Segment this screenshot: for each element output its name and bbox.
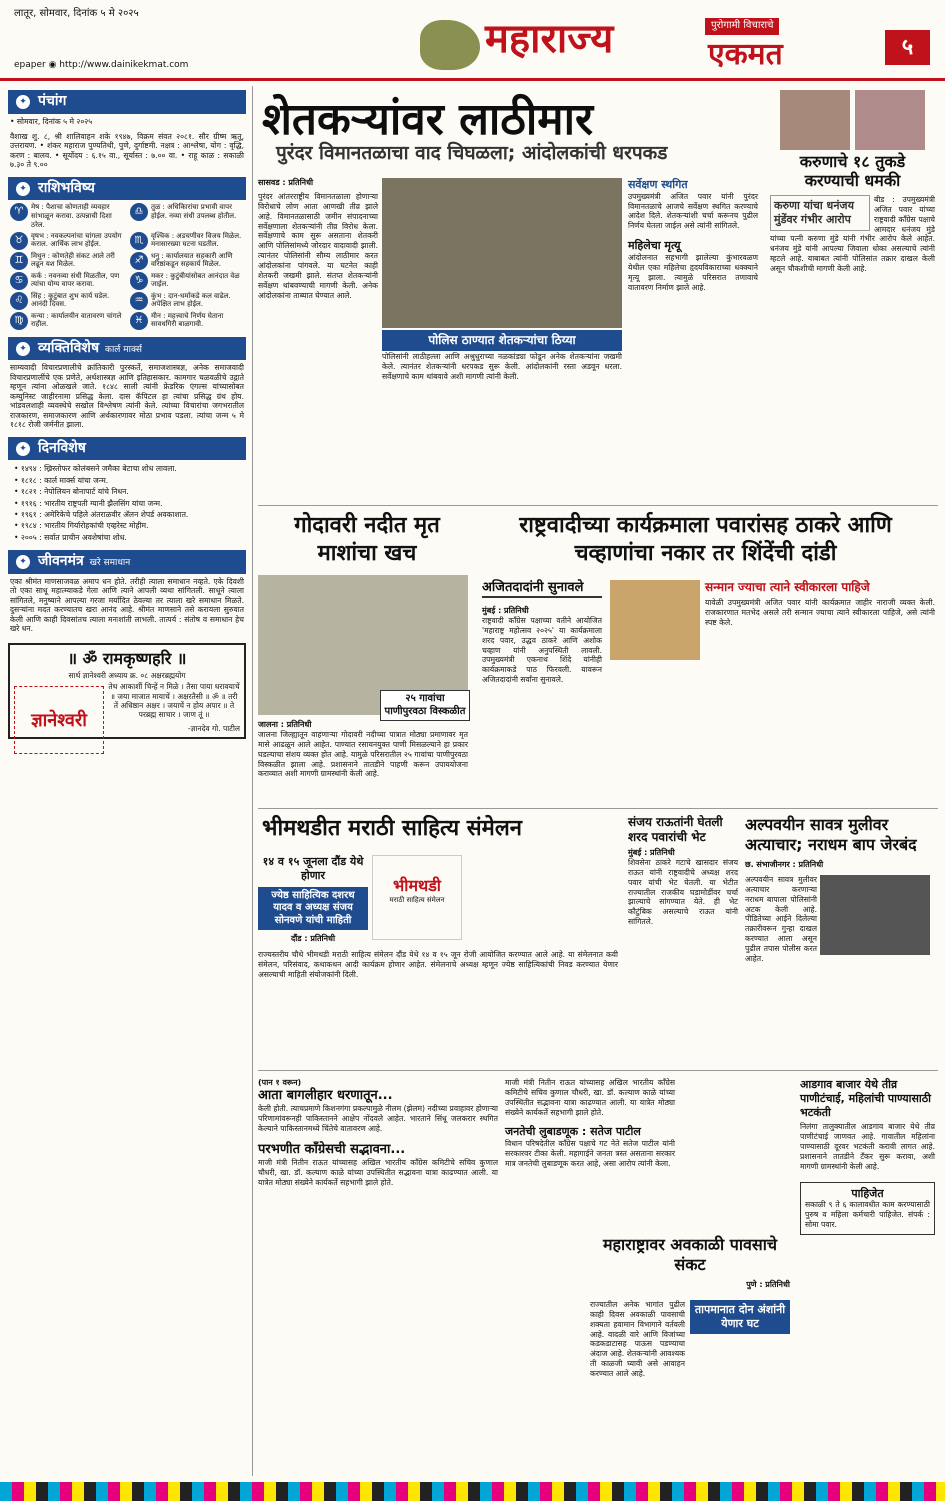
section-title: महाराज्य <box>485 15 614 62</box>
raut-headline: संजय राऊतांनी घेतली शरद पवारांची भेट <box>628 815 723 844</box>
page-number: ५ <box>885 30 930 65</box>
sanman-text: यावेळी उपमुख्यमंत्री अजित पवार यांनी कार्यक्रमात जाहीर नाराजी व्यक्त केली. राजकारणात मतभेद असले तरी सन्मान ज्याचा त्याने स्वीकारला पाहिजे, असे त्यांनी स्पष्ट केले. <box>705 598 935 627</box>
cont3-text: विधान परिषदेतील काँग्रेस पक्षाचे गट नेते सतेज पाटील यांनी सरकारवर टीका केली. महागाईने जनता त्रस्त असताना सरकार मात्र जनतेची लुबाडणूक करत आहे, असा आरोप त्यांनी केला. <box>505 1139 675 1168</box>
dinvishesh-item: • १८१८ : कार्ल मार्क्स यांचा जन्म. <box>14 475 109 485</box>
lead-subhead: पुरंदर विमानतळाचा वाद चिघळला; आंदोलकांची धरपकड <box>276 142 668 164</box>
bhimthadi-box2: ज्येष्ठ साहित्यिक दशरथ यादव व अध्यक्ष संजय सोनवणे यांची माहिती <box>258 887 368 931</box>
zodiac-icon: ♑ <box>130 272 148 290</box>
section-bullet-icon: ✦ <box>16 442 30 456</box>
rashi-item <box>130 292 244 310</box>
section-bullet-icon: ✦ <box>16 555 30 569</box>
continuation-header: (पान १ वरून) <box>258 1078 302 1087</box>
rashi-item <box>10 312 124 330</box>
zodiac-icon: ♎ <box>130 203 148 221</box>
cont1-title: आता बागलीहार धरणातून... <box>258 1088 393 1103</box>
column-divider <box>252 86 253 1476</box>
bhimthadi-logo-text: भीमथडी <box>393 876 441 895</box>
rashi-text: मेष : पैशाचा कोणताही व्यवहार सांभाळून करावा. उत्पन्नाची दिशा ठरेल. <box>31 203 112 229</box>
rashi-item <box>130 272 244 290</box>
panchang-header <box>8 90 246 114</box>
masthead-date: लातूर, सोमवार, दिनांक ५ मे २०२५ <box>14 8 139 19</box>
sanman-headline: सन्मान ज्याचा त्याने स्वीकारला पाहिजे <box>705 580 870 594</box>
left-column <box>8 86 246 1476</box>
rashi-item <box>130 312 244 330</box>
cont1-text: केली होती. त्याचप्रमाणे किशनगंगा प्रकल्पामुळे नीलम (झेलम) नदीच्या प्रवाहावर होणाऱ्या परिणामांवरूनही पाकिस्तानने आक्षेप नोंदवले आहेत. भारताने सिंधू जलकरार स्थगित केल्याने पाकिस्तानमध्ये चिंतेचे वातावरण आहे. <box>258 1104 498 1133</box>
jivan-text: एका श्रीमंत माणसाजवळ अमाप धन होते. तरीही त्याला समाधान नव्हते. एके दिवशी तो एका साधू महात्म्याकडे गेला आणि त्याने आपली व्यथा सांगितली. साधूने त्याला सांगितले, मनुष्याने आपल्या गरजा मर्यादित ठेवल्या तर त्याला खरे समाधान मिळते. दुसऱ्यांना मदत करण्यातच खरा आनंद आहे. श्रीमंत माणसाने तसे करायला सुरुवात केली आणि काही दिवसांतच त्याला मनःशांती लाभली. तात्पर्य : संतोष व समाधान हेच खरे धन. <box>10 576 244 634</box>
zodiac-icon: ♋ <box>10 272 28 290</box>
ncp-text: राष्ट्रवादी काँग्रेस पक्षाच्या वतीने आयोजित 'महाराष्ट्र महोत्सव २०२५' या कार्यक्रमाला शरद पवार, उद्धव ठाकरे आणि अशोक चव्हाण यांनी अनुपस्थिती लावली. उपमुख्यमंत्री एकनाथ शिंदे यांनीही कार्यक्रमाकडे पाठ फिरवली. यावरून अजितदादांनी सर्वांना सुनावले. <box>482 616 602 685</box>
jivan-title: जीवनमंत्र <box>38 553 84 570</box>
godavari-headline: गोदावरी नदीत मृत माशांचा खच <box>294 513 440 566</box>
woman-text: आंदोलनात सहभागी झालेल्या कुंभारवळण येथील एका महिलेचा हृदयविकाराच्या धक्क्याने मृत्यू झाला. त्यामुळे परिसरात तणावाचे वातावरण निर्माण झाले आहे. <box>628 252 758 292</box>
rashi-text: मकर : कुटुंबीयांसोबत आनंदात वेळ जाईल. <box>151 271 240 289</box>
panchang-text: वैशाख शु. ८, श्री शालिवाहन शके १९४७, विक्रम संवत २०८१. सौर ग्रीष्म ऋतू, उत्तरायण. • शंकर महाराज पुण्यतिथी, पुणे, दुर्गाष्टमी. नक्षत्र : आश्लेषा, योग : वृद्धि, करण : बालव. • सूर्योदय : ६.१५ वा., सूर्यास्त : ७.०० वा. • राहू काळ : सकाळी ७.३० ते ९.०० <box>10 131 244 170</box>
godavari-byline: जालना : प्रतिनिधी <box>258 720 312 729</box>
jivan-subtitle: खरे समाधान <box>89 558 131 569</box>
godavari-text: जालना जिल्ह्यातून वाहणाऱ्या गोदावरी नदीच्या पात्रात मोठ्या प्रमाणावर मृत मासे आढळून आले आहेत. पाण्यात रसायनयुक्त पाणी मिसळल्याने हा प्रकार घडल्याचा संशय व्यक्त होत आहे. यामुळे परिसरातील २५ गावांचा पाणीपुरवठा विस्कळीत झाला आहे. प्रशासनाने तातडीने पाहणी करून उपाययोजना कराव्यात अशी मागणी ग्रामस्थांनी केली आहे. <box>258 730 468 779</box>
bhimthadi-logo <box>372 855 462 940</box>
cont2-text: माजी मंत्री नितीन राऊत यांच्यासह अखिल भारतीय काँग्रेस कमिटीचे सचिव कुणाल चौधरी, खा. डॉ. कल्याण काळे यांच्या उपस्थितीत सद्भावना यात्रा काढण्यात आली. या यात्रेत मोठ्या संख्येने कार्यकर्ते सहभागी झाले होते. <box>258 1158 498 1187</box>
threat-text: बीड : उपमुख्यमंत्री अजित पवार यांच्या राष्ट्रवादी काँग्रेस पक्षाचे आमदार धनंजय मुंडे यांच्या पत्नी करुणा मुंडे यांनी गंभीर आरोप केले आहेत. धनंजय मुंडे यांनी आपल्या जिवाला धोका असल्याचे त्यांनी म्हटले आहे. याबाबत त्यांनी पोलिसांत तक्रार दाखल केली असून चौकशीची मागणी केली आहे. <box>770 195 935 274</box>
newspaper-logo: एकमत <box>708 37 783 72</box>
panchang-day: • सोमवार, दिनांक ५ मे २०२५ <box>10 116 93 126</box>
rashi-text: धनु : कार्यालयात सहकारी आणि वरिष्ठांकडून सहकार्य मिळेल. <box>151 251 233 269</box>
rain-byline: पुणे : प्रतिनिधी <box>746 1280 790 1289</box>
survey-text: उपमुख्यमंत्री अजित पवार यांनी पुरंदर विमानतळाचे आजचे सर्वेक्षण स्थगित करण्याचे आदेश दिले. शेतकऱ्यांशी चर्चा करूनच पुढील निर्णय घेतला जाईल असे त्यांनी सांगितले. <box>628 191 758 231</box>
zodiac-icon: ♐ <box>130 252 148 270</box>
rashi-item <box>10 292 124 310</box>
rain-text: राज्यातील अनेक भागांत पुढील काही दिवस अवकाळी पावसाची शक्यता हवामान विभागाने वर्तवली आहे. वादळी वारे आणि विजांच्या कडकडाटासह पाऊस पडण्याचा अंदाज आहे. शेतकऱ्यांनी आवश्यक ती काळजी घ्यावी असे आवाहन करण्यात आले आहे. <box>590 1300 685 1379</box>
zodiac-icon: ♍ <box>10 312 28 330</box>
rashi-text: मिथुन : कोणतेही संकट आले तरी लढून यश मिळेल. <box>31 251 115 269</box>
rain-headline: महाराष्ट्रावर अवकाळी पावसाचे संकट <box>602 1235 778 1274</box>
minor-headline: अल्पवयीन सावत्र मुलीवर अत्याचार; नराधम बाप जेरबंद <box>745 815 917 854</box>
lead-text: पुरंदर आंतरराष्ट्रीय विमानतळाला होणाऱ्या विरोधाचे लोण आता आणखी तीव्र झाले आहे. विमानतळासाठी जमीन संपादनाच्या सर्वेक्षणाला शेतकऱ्यांनी तीव्र विरोध केला. सर्वेक्षणाचे काम सुरू असताना शेतकरी आणि पोलिसांमध्ये जोरदार वादावादी झाली. त्यानंतर पोलिसांनी सौम्य लाठीमार करत आंदोलकांना पांगवले. या घटनेत काही शेतकरी जखमी झाले. संतप्त शेतकऱ्यांनी सर्वेक्षण थांबवण्याची मागणी केली. अनेक आंदोलकांना ताब्यात घेण्यात आले. <box>258 192 378 300</box>
dinvishesh-item: • १४९४ : ख्रिस्तोफर कोलंबसने जमैका बेटाचा शोध लावला. <box>14 464 177 474</box>
maharashtra-map-icon <box>420 20 480 70</box>
ramkrishnahari-box <box>8 643 246 739</box>
farmers-protest-photo <box>382 178 622 328</box>
karuna-munde-photo <box>855 90 925 150</box>
cont3-title: जनतेची लुबाडणूक : सतेज पाटील <box>505 1125 641 1139</box>
epaper-link[interactable]: epaper ◉ http://www.dainikekmat.com <box>14 60 189 70</box>
rashi-text: कुंभ : दान-धर्माकडे कल वाढेल. अपेक्षित लाभ होईल. <box>151 291 231 309</box>
rain-box: तापमानात दोन अंशांनी येणार घट <box>690 1300 790 1334</box>
rashi-header <box>8 177 246 201</box>
rashi-title: राशिभविष्य <box>38 179 95 196</box>
vyakti-title: व्यक्तिविशेष <box>38 339 100 356</box>
threat-headline: करुणाचे १८ तुकडे करण्याची धमकी <box>799 152 906 191</box>
rashi-item <box>10 203 124 229</box>
dinvishesh-item: • १९८४ : भारतीय गिर्यारोहकांची एव्हरेस्ट मोहीम. <box>14 521 149 531</box>
zodiac-icon: ♓ <box>130 312 148 330</box>
bhimthadi-box1: १४ व १५ जूनला दौंड येथे होणार <box>262 855 364 882</box>
vyakti-text: साम्यवादी विचारप्रणालीचे क्रांतिकारी पुरस्कर्ते, समाजशास्त्रज्ञ, अनेक समाजवादी विचारप्रणालींचे एक प्रणेते, अर्थशास्त्रज्ञ आणि इतिहासकार. कामगार चळवळीचे उद्गाते म्हणून त्यांना ओळखले जाते. १८४८ साली त्यांनी फ्रेडरिक एंगल्स यांच्यासोबत कम्युनिस्ट जाहीरनामा प्रसिद्ध केला. दास कॅपिटल हा त्यांचा प्रसिद्ध ग्रंथ होय. भांडवलशाही व्यवस्थेचे सखोल विश्लेषण त्यांनी केले. त्यांच्या विचारांचा जगभरातील राजकारण, समाजकारण आणि अर्थकारणावर मोठा प्रभाव पडला. त्यांचा जन्म ५ मे १८१८ रोजी जर्मनीत झाला. <box>10 363 244 430</box>
adgaon-headline: आडगाव बाजार येथे तीव्र पाणीटंचाई, महिलांची पाण्यासाठी भटकंती <box>800 1078 932 1119</box>
rashi-item <box>130 203 244 229</box>
dinvishesh-item: • १९६१ : अमेरिकेचे पहिले अंतराळवीर अ‍ॅलन शेपर्ड अवकाशात. <box>14 510 189 519</box>
dinvishesh-header <box>8 437 246 461</box>
woman-title: महिलेचा मृत्यू <box>628 239 681 253</box>
survey-title: सर्वेक्षण स्थगित <box>628 178 688 191</box>
jivan-header <box>8 550 246 574</box>
threat-box: करुणा यांचा धनंजय मुंडेंवर गंभीर आरोप <box>770 195 870 231</box>
notice-box <box>800 1182 935 1235</box>
minor-byline: छ. संभाजीनगर : प्रतिनिधी <box>745 860 824 869</box>
notice-text: सकाळी ९ ते ६ कालावधीत काम करण्यासाठी पुरुष व महिला कर्मचारी पाहिजेत. संपर्क : सोमा पवार. <box>805 1200 930 1230</box>
rashi-item <box>10 272 124 290</box>
godavari-box: २५ गावांचा पाणीपुरवठा विस्कळीत <box>380 690 470 721</box>
dinvishesh-item: • १९१६ : भारतीय राष्ट्रपती ग्यानी झैलसिंग यांचा जन्म. <box>14 498 163 508</box>
rashi-text: वृश्चिक : अडचणीवर विजय मिळेल. मनासारख्या घटना घडतील. <box>151 231 242 249</box>
dnyaneshwari-logo: ज्ञानेश्वरी <box>14 686 104 754</box>
accused-photo <box>820 875 930 955</box>
section-rule <box>258 505 938 506</box>
cont3-lead: माजी मंत्री नितीन राऊत यांच्यासह अखिल भारतीय काँग्रेस कमिटीचे सचिव कुणाल चौधरी, खा. डॉ. कल्याण काळे यांच्या उपस्थितीत सद्भावना यात्रा काढण्यात आली. या यात्रेत मोठ्या संख्येने कार्यकर्ते सहभागी झाले होते. <box>505 1078 675 1117</box>
raut-text: शिवसेना ठाकरे गटाचे खासदार संजय राऊत यांनी राष्ट्रवादीचे अध्यक्ष शरद पवार यांची भेट घेतली. या भेटीत राज्यातील राजकीय घडामोडींवर चर्चा झाल्याचे सांगण्यात येते. ही भेट कौटुंबिक असल्याचे राऊत यांनी सांगितले. <box>628 858 738 927</box>
tagline: पुरोगामी विचाराचे <box>705 18 779 35</box>
zodiac-icon: ♉ <box>10 232 28 250</box>
masthead-rule <box>0 78 945 81</box>
vyakti-subtitle: कार्ल मार्क्स <box>105 344 142 355</box>
vyakti-header <box>8 337 246 361</box>
rk-ovi: तेथ आकाशीं चिन्हें न मिळे । तैसा पाया धरावयाचें ॥ जया माजात मायाचें । अक्षरतैसी ॥ ॐ ॥ तरी तें अधिष्ठान अक्षर । जयाचें न होय अपार ॥ ते परब्रह्म साचार । जाण तूं ॥ <box>108 682 240 720</box>
ncp-headline: राष्ट्रवादीच्या कार्यक्रमाला पवारांसह ठाकरे आणि चव्हाणांचा नकार तर शिंदेंची दांडी <box>519 513 892 566</box>
zodiac-icon: ♒ <box>130 292 148 310</box>
dinvishesh-title: दिनविशेष <box>38 439 86 456</box>
masthead <box>0 0 945 80</box>
raut-byline: मुंबई : प्रतिनिधी <box>628 848 675 857</box>
ncp-box: अजितदादांनी सुनावले <box>482 580 602 598</box>
rashi-item <box>10 232 124 250</box>
cont2-title: परभणीत काँग्रेसची सद्भावना... <box>258 1141 406 1157</box>
rashi-text: तुळ : अधिकिारांचा प्रभावी वापर होईल. नव्या संधी उपलब्ध होतील. <box>151 203 237 221</box>
bhimthadi-logo-sub: मराठी साहित्य संमेलन <box>389 896 445 904</box>
dhananjay-munde-photo <box>780 90 850 150</box>
zodiac-icon: ♌ <box>10 292 28 310</box>
rashi-text: कन्या : कार्यालयीन वातावरण चांगले राहील. <box>31 311 122 329</box>
rashi-text: सिंह : कुटुंबात शुभ कार्य घडेल. आनंदी दिवस. <box>31 291 110 309</box>
rashi-item <box>130 252 244 270</box>
rashi-text: मीन : महत्त्वाचे निर्णय घेताना सावधगिरी बाळगावी. <box>151 311 224 329</box>
ajit-pawar-photo <box>610 580 700 660</box>
notice-title: पाहिजेत <box>851 1186 884 1200</box>
rashi-item <box>130 232 244 250</box>
rashi-text: कर्क : नवनव्या संधी मिळतील, पण त्यांचा योग्य वापर करावा. <box>31 271 120 289</box>
dinvishesh-list <box>8 460 246 546</box>
dinvishesh-item: • २००५ : सर्वात प्राचीन अवशेषांचा शोध. <box>14 532 127 542</box>
ncp-byline: मुंबई : प्रतिनिधी <box>482 606 529 615</box>
lead-headline: शेतकऱ्यांवर लाठीमार <box>262 94 593 145</box>
photo-caption: पोलिस ठाण्यात शेतकऱ्यांचा ठिय्या <box>382 330 622 351</box>
zodiac-icon: ♏ <box>130 232 148 250</box>
section-bullet-icon: ✦ <box>16 95 30 109</box>
zodiac-icon: ♈ <box>10 203 28 221</box>
section-rule <box>258 808 938 809</box>
photo-text: पोलिसांनी लाठीहल्ला आणि अश्रुधुराच्या नळकांड्या फोडून अनेक शेतकऱ्यांना जखमी केले. त्यानंतर शेतकऱ्यांनी धरपकड सुरू केली. आंदोलकांनी रस्ता अडवून धरला. सर्वेक्षणाचे काम थांबवावे अशी मागणी त्यांनी केली. <box>382 352 622 381</box>
section-bullet-icon: ✦ <box>16 182 30 196</box>
panchang-title: पंचांग <box>38 93 67 109</box>
lead-byline: सासवड : प्रतिनिधी <box>258 178 314 187</box>
rk-author: -ज्ञानदेव गो. पाटील <box>187 723 240 733</box>
color-registration-strip <box>0 1482 945 1501</box>
bhimthadi-text: राज्यस्तरीय चौथे भीमथडी मराठी साहित्य संमेलन दौंड येथे १४ व १५ जून रोजी आयोजित करण्यात आले आहे. या संमेलनात कवी संमेलन, परिसंवाद, कथाकथन आदी कार्यक्रम होणार आहेत. संमेलनाचे अध्यक्ष म्हणून ज्येष्ठ साहित्यिकांची निवड करण्यात येणार असल्याची माहिती संयोजकांनी दिली. <box>258 950 618 979</box>
dinvishesh-item: • १८२१ : नेपोलियन बोनापार्ट यांचे निधन. <box>14 487 129 497</box>
zodiac-icon: ♊ <box>10 252 28 270</box>
minor-text: अल्पवयीन सावत्र मुलीवर अत्याचार करणाऱ्या नराधम बापाला पोलिसांनी अटक केली आहे. पीडितेच्या आईने दिलेल्या तक्रारीवरून गुन्हा दाखल करण्यात आला असून पुढील तपास पोलीस करत आहेत. <box>745 875 817 963</box>
adgaon-text: निलंगा तालुक्यातील आडगाव बाजार येथे तीव्र पाणीटंचाई जाणवत आहे. गावातील महिलांना पाण्यासाठी दूरवर भटकंती करावी लागत आहे. प्रशासनाने तातडीने टँकर सुरू करावा, अशी मागणी ग्रामस्थांनी केली आहे. <box>800 1122 935 1171</box>
rashi-text: वृषभ : नवकल्पनांचा चांगला उपयोग कराल. आर्थिक लाभ होईल. <box>31 231 122 249</box>
rk-subtitle: सार्थ ज्ञानेश्वरी अध्याय क्र. ०८ अक्षरब्रह्मयोग <box>68 670 186 680</box>
rk-title: ॥ ॐ रामकृष्णहरि ॥ <box>67 648 187 668</box>
rashi-grid <box>8 200 246 332</box>
rashi-item <box>10 252 124 270</box>
section-bullet-icon: ✦ <box>16 342 30 356</box>
bhimthadi-headline: भीमथडीत मराठी साहित्य संमेलन <box>262 816 522 841</box>
section-rule <box>258 1070 938 1071</box>
bhimthadi-byline: दौंड : प्रतिनिधी <box>290 934 336 943</box>
